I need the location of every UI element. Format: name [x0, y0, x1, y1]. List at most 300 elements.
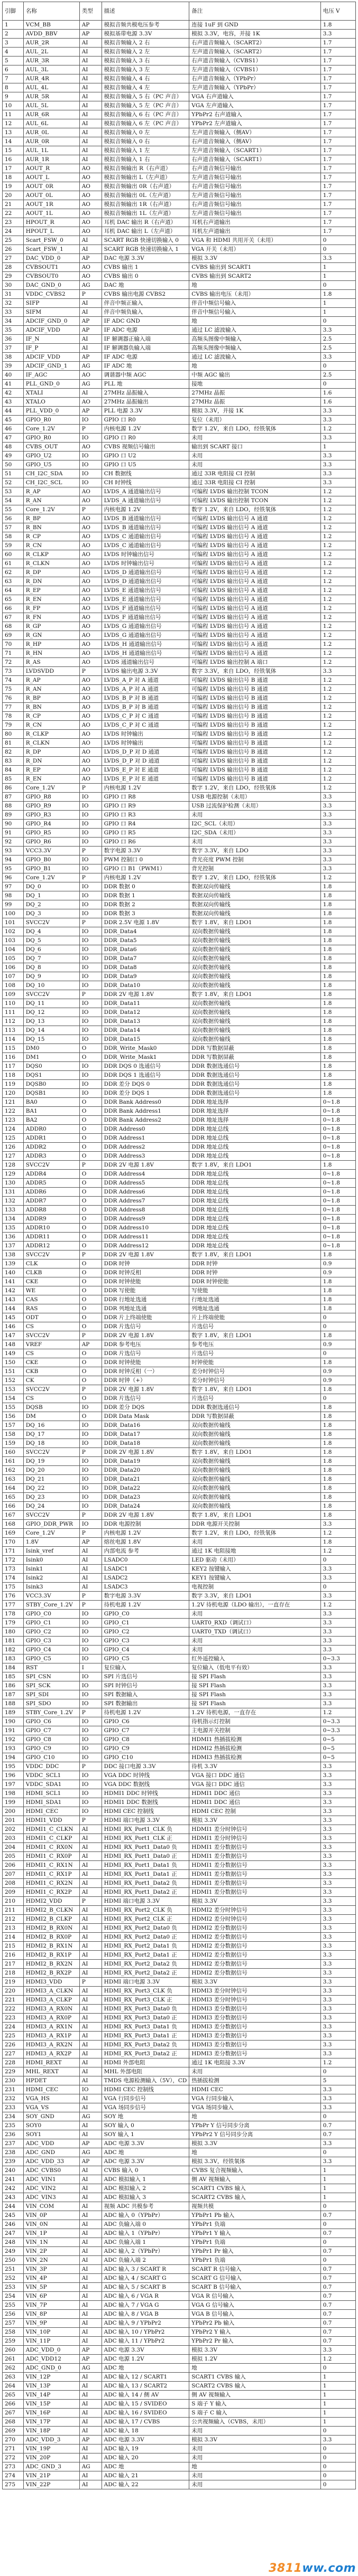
pin-name: R_DP — [23, 568, 79, 577]
pin-name: HDMI1_C_CLKP — [23, 1834, 79, 1843]
pin-type: AO — [79, 514, 102, 523]
pin-name: R_FN — [23, 613, 79, 622]
pin-type: AI — [79, 2005, 102, 2014]
table-row — [3, 1116, 356, 1125]
pin-type: AO — [79, 496, 102, 505]
pin-description: LVDS_A_P 对 A 通道 — [102, 676, 189, 685]
table-row — [3, 1861, 356, 1870]
pin-number: 7 — [3, 74, 24, 83]
pin-voltage: 5 — [320, 2076, 355, 2085]
pin-name: R_CP — [23, 532, 79, 541]
pin-remark: HDMI3 热插拔检测 — [189, 1753, 320, 1762]
table-row — [3, 2391, 356, 2400]
table-row — [3, 1098, 356, 1107]
pin-type: AO — [79, 532, 102, 541]
pin-description: HDMI_RX_Port2_Data2 负 — [102, 1960, 189, 1969]
pin-name: VCC3.3V — [23, 847, 79, 855]
pin-voltage: 3.3 — [320, 1520, 355, 1529]
pin-remark: DDR 时钟 — [189, 1268, 320, 1277]
pin-name: AOUT_R — [23, 164, 79, 173]
pin-voltage: 0~1.8 — [320, 1188, 355, 1197]
pin-description: LVDS_A 通道输出信号 — [102, 496, 189, 505]
pin-voltage: 1.8 — [320, 1385, 355, 1394]
pin-number: 22 — [3, 209, 24, 218]
pin-remark: 主电源开关控制 — [189, 1726, 320, 1735]
pin-type: AP — [79, 1340, 102, 1349]
pin-remark: I2C_SCL（未用） — [189, 820, 320, 829]
pin-remark: 双向数据传输线 — [189, 954, 320, 963]
table-row — [3, 855, 356, 864]
pin-remark: 行地址选通 — [189, 1295, 320, 1304]
pin-type: IO — [79, 1789, 102, 1798]
pin-type: AI — [79, 2373, 102, 2382]
pin-description: CVBS 输出电源 CVBS2 — [102, 290, 189, 299]
pin-type: AO — [79, 766, 102, 775]
pin-remark: DDR 地址选择 — [189, 1098, 320, 1107]
pin-remark: 可编程 LVDS 输出信号 A 通道 — [189, 568, 320, 577]
pin-name: DQ_4 — [23, 927, 79, 936]
pin-voltage: 0~3.3 — [320, 1717, 355, 1726]
pin-name: VIN_2P — [23, 2247, 79, 2256]
pin-voltage: 0.7 — [320, 2292, 355, 2301]
pin-name: HDMI3_A_CLKP — [23, 1996, 79, 2005]
pin-voltage: 1.8 — [320, 990, 355, 999]
pin-number: 200 — [3, 1807, 24, 1816]
pin-voltage: 1.2 — [320, 676, 355, 685]
pin-type: IO — [79, 452, 102, 460]
table-row — [3, 2005, 356, 2014]
table-row — [3, 1242, 356, 1251]
pin-description: GPIO 口 R5 — [102, 829, 189, 838]
table-row — [3, 2202, 356, 2211]
pin-voltage: 0~1.8 — [320, 1134, 355, 1143]
pin-description: DDR Address1 — [102, 1134, 189, 1143]
pin-type: AG — [79, 2462, 102, 2471]
pin-description: 模拟基带电源 3.3V — [102, 30, 189, 39]
pin-name: CS — [23, 1349, 79, 1358]
pin-name: ADC_GND_3 — [23, 2462, 79, 2471]
pin-type: IO — [79, 1771, 102, 1780]
header-voltage: 电压 V — [320, 2, 355, 21]
pin-name: R_BP — [23, 514, 79, 523]
pin-remark: 地 — [189, 2148, 320, 2157]
pin-number: 80 — [3, 730, 24, 739]
pin-remark: 地 — [189, 2112, 320, 2121]
pin-voltage: 0 — [320, 2364, 355, 2373]
pin-voltage: 0.7 — [320, 2274, 355, 2283]
pin-description: DDR 片选信号 — [102, 1322, 189, 1331]
table-row — [3, 101, 356, 110]
table-row — [3, 2418, 356, 2427]
pin-voltage: 3.3 — [320, 793, 355, 802]
pin-voltage: 0.7 — [320, 2121, 355, 2130]
pin-description: DDR 时钟使能 — [102, 1277, 189, 1286]
pin-voltage: 1.2 — [320, 496, 355, 505]
pin-number: 120 — [3, 1089, 24, 1098]
pin-voltage: 0 — [320, 380, 355, 389]
pin-number: 1 — [3, 21, 24, 30]
pin-remark: 右声道音频输入（YPbPr） — [189, 74, 320, 83]
pin-type: O — [79, 1304, 102, 1313]
pin-number: 54 — [3, 496, 24, 505]
table-row — [3, 559, 356, 568]
table-row — [3, 604, 356, 613]
table-row — [3, 1403, 356, 1412]
table-row — [3, 658, 356, 667]
table-row — [3, 999, 356, 1008]
pin-type: IO — [79, 1717, 102, 1726]
pin-remark: 通过 33R 电阻接 CI 控制 — [189, 478, 320, 487]
pin-remark: 可编程 LVDS 输出信号 A 通道 — [189, 595, 320, 604]
pin-name: ADDR2 — [23, 1143, 79, 1152]
table-row — [3, 272, 356, 281]
pin-name: DQ_21 — [23, 1475, 79, 1484]
table-row — [3, 1197, 356, 1206]
pin-description: ADC 地 — [102, 2462, 189, 2471]
pin-description: SPI 数据输入 — [102, 1690, 189, 1699]
pin-number: 122 — [3, 1107, 24, 1116]
pin-voltage: 1.2 — [320, 1547, 355, 1556]
pin-type: AO — [79, 730, 102, 739]
pin-description: LVDS_B 通道输出信号 — [102, 523, 189, 532]
pin-remark: DDR 地址总线 — [189, 1224, 320, 1233]
pin-number: 173 — [3, 1565, 24, 1574]
table-row — [3, 1654, 356, 1663]
pin-number: 175 — [3, 1583, 24, 1592]
table-row — [3, 362, 356, 371]
pin-remark: 左声道音频输入（侧AV） — [189, 128, 320, 137]
table-row — [3, 1780, 356, 1789]
pin-number: 134 — [3, 1215, 24, 1224]
pin-name: VCM_BB — [23, 21, 79, 30]
pin-voltage: 1.8 — [320, 972, 355, 981]
pin-name: IF_AGC — [23, 371, 79, 380]
pin-remark: YPbPr2 Y 输入 — [189, 2328, 320, 2337]
table-row — [3, 2346, 356, 2355]
table-row — [3, 2067, 356, 2076]
table-row — [3, 775, 356, 784]
table-row — [3, 164, 356, 173]
pin-type: AI — [79, 1879, 102, 1888]
pin-type: AI — [79, 1556, 102, 1565]
table-row — [3, 1996, 356, 2005]
pin-remark: 右声道音频信号输出 — [189, 182, 320, 191]
pin-name: DQ_3 — [23, 909, 79, 918]
pin-remark: 左声道音频信号输出 — [189, 191, 320, 200]
pin-description: DDR Address0 — [102, 1125, 189, 1134]
pin-type: AP — [79, 2436, 102, 2445]
pin-name: R_EN — [23, 775, 79, 784]
pin-name: BA2 — [23, 1116, 79, 1125]
pin-type: AI — [79, 2229, 102, 2238]
pin-voltage: 1.2 — [320, 784, 355, 793]
pin-remark: DDR 数据选通信号 — [189, 1080, 320, 1089]
pin-name: HDMI2_VDD — [23, 1897, 79, 1906]
pin-voltage: 1.7 — [320, 155, 355, 164]
pin-name: BA0 — [23, 1098, 79, 1107]
pin-description: DDR_Data5 — [102, 936, 189, 945]
table-row — [3, 748, 356, 757]
pin-type: IO — [79, 1628, 102, 1637]
pin-voltage: 3.3 — [320, 326, 355, 335]
pin-description: DDR 2V 电源 1.8V — [102, 1161, 189, 1170]
pin-remark: VGA R 信号输入 — [189, 2292, 320, 2301]
table-row — [3, 290, 356, 299]
pin-voltage: 1.8 — [320, 1277, 355, 1286]
pin-voltage: 0~1.8 — [320, 1206, 355, 1215]
table-row — [3, 1637, 356, 1646]
pin-name: DQ_17 — [23, 1430, 79, 1439]
pin-name: VIN_1P — [23, 2229, 79, 2238]
pin-voltage: 1.2 — [320, 658, 355, 667]
pin-remark: 参考电压 — [189, 1340, 320, 1349]
pin-name: AUL_3L — [23, 65, 79, 74]
pin-number: 107 — [3, 972, 24, 981]
pin-description: DDR_Data16 — [102, 1421, 189, 1430]
pin-remark: 双向数据传输线 — [189, 1466, 320, 1475]
pin-name: VIN_1N — [23, 2238, 79, 2247]
pin-description: LVDS_C_P 对 C 通道 — [102, 712, 189, 721]
table-row — [3, 2211, 356, 2220]
pin-voltage: 0.7 — [320, 2229, 355, 2238]
pin-type: AI — [79, 2319, 102, 2328]
pin-type: AI — [79, 2337, 102, 2346]
pin-description: SPI 片选信号 — [102, 1672, 189, 1681]
pin-number: 219 — [3, 1978, 24, 1987]
pin-name: HDMI1_C_RX2P — [23, 1888, 79, 1897]
pin-type: AP — [79, 326, 102, 335]
pin-name: SOY0 — [23, 2121, 79, 2130]
pin-name: HDMI3_A_RX2N — [23, 2041, 79, 2049]
table-row — [3, 1798, 356, 1807]
pin-voltage: 3.3 — [320, 2023, 355, 2032]
table-row — [3, 1960, 356, 1969]
table-row — [3, 353, 356, 362]
pin-type: AO — [79, 559, 102, 568]
pin-number: 136 — [3, 1233, 24, 1242]
pin-name: DAC_GND_0 — [23, 281, 79, 290]
pin-remark: 右声道音频输入（侧AV） — [189, 137, 320, 146]
pin-number: 223 — [3, 2014, 24, 2023]
table-row — [3, 2453, 356, 2462]
table-row — [3, 1565, 356, 1574]
pin-type: AI — [79, 2067, 102, 2076]
pin-name: HDMI1_C_RX1P — [23, 1870, 79, 1879]
pin-voltage: 3.3 — [320, 2139, 355, 2148]
pin-remark: 数字 1.2V，来自 LDO，经铁氧体 — [189, 1529, 320, 1538]
pin-name: HDMI2_B_RX1N — [23, 1942, 79, 1951]
pin-number: 113 — [3, 1026, 24, 1035]
pin-type: O — [79, 1286, 102, 1295]
pin-type: IO — [79, 1430, 102, 1439]
pin-voltage: 1.8 — [320, 1511, 355, 1520]
pin-type: AO — [79, 613, 102, 622]
pin-remark: 可编程 LVDS 输出信号 A 通道 — [189, 631, 320, 640]
pin-name: SPI_CSN — [23, 1672, 79, 1681]
table-row — [3, 308, 356, 317]
pin-number: 6 — [3, 65, 24, 74]
pin-voltage: 1.7 — [320, 209, 355, 218]
pin-voltage: 1.6 — [320, 389, 355, 398]
pin-description: LVDS_D_P 对 D 通道 — [102, 757, 189, 766]
pin-name: VIN_0N — [23, 2220, 79, 2229]
pin-voltage: 0~1.8 — [320, 1179, 355, 1188]
pin-description: CVBS 输出 1 — [102, 263, 189, 272]
pin-remark: HDMI1 差分数据信号 — [189, 1888, 320, 1897]
pin-number: 210 — [3, 1897, 24, 1906]
pin-name: R_CLKP — [23, 730, 79, 739]
pin-number: 65 — [3, 595, 24, 604]
pin-voltage: 3.3 — [320, 1663, 355, 1672]
pin-name: R_GP — [23, 622, 79, 631]
pin-description: HDMI CEC 控制线 — [102, 2085, 189, 2094]
table-row — [3, 1062, 356, 1071]
table-row — [3, 2032, 356, 2041]
pin-type: AI — [79, 2247, 102, 2256]
pin-description: GPIO 口 R3 — [102, 811, 189, 820]
pin-type: AI — [79, 2471, 102, 2480]
table-row — [3, 739, 356, 748]
pin-remark: LED 驱动（未用） — [189, 1556, 320, 1565]
pin-description: LSADC3 — [102, 1583, 189, 1592]
pin-voltage: 0~1.8 — [320, 1197, 355, 1206]
pin-type: IO — [79, 2085, 102, 2094]
pin-voltage: 2.5 — [320, 335, 355, 344]
pin-voltage: 1.8 — [320, 1251, 355, 1259]
pin-type: AI — [79, 2292, 102, 2301]
pin-type: AG — [79, 2112, 102, 2121]
pin-name: R_HP — [23, 640, 79, 649]
table-row — [3, 1008, 356, 1017]
pin-name: Isink1 — [23, 1565, 79, 1574]
pin-type: P — [79, 1592, 102, 1601]
pin-number: 35 — [3, 326, 24, 335]
pin-description: ADC 输入 1（YPbPr） — [102, 2229, 189, 2238]
pin-description: HDMI_RX_Port1_CLK 负 — [102, 1825, 189, 1834]
pin-name: SVCC2V — [23, 1251, 79, 1259]
table-row — [3, 721, 356, 730]
pin-voltage: 3.3 — [320, 1924, 355, 1933]
pin-voltage: 3.3 — [320, 1915, 355, 1924]
pin-number: 91 — [3, 829, 24, 838]
pin-name: ADC_VDD_0 — [23, 2346, 79, 2355]
pin-description: 模拟音频输出 1L（左声道） — [102, 209, 189, 218]
table-row — [3, 1152, 356, 1161]
pin-voltage: 0 — [320, 2112, 355, 2121]
pin-remark: 可编程 LVDS 输出信号 A 通道 — [189, 541, 320, 550]
pin-number: 63 — [3, 577, 24, 586]
pin-name: HPOUT_R — [23, 218, 79, 227]
pin-number: 30 — [3, 281, 24, 290]
pin-description: LVDS_D_P 对 D 通道 — [102, 748, 189, 757]
table-row — [3, 1502, 356, 1511]
pin-number: 184 — [3, 1663, 24, 1672]
pin-type: AO — [79, 604, 102, 613]
pin-remark: 公共视频输入（CVBS，未用） — [189, 2418, 320, 2427]
table-row — [3, 2310, 356, 2319]
table-row — [3, 487, 356, 496]
table-row — [3, 1726, 356, 1735]
pin-number: 72 — [3, 658, 24, 667]
pin-voltage: 1.7 — [320, 57, 355, 65]
pin-voltage: 0~3.3 — [320, 1726, 355, 1735]
pin-name: AUR_4R — [23, 74, 79, 83]
table-row — [3, 1583, 356, 1592]
pin-number: 21 — [3, 200, 24, 209]
pin-remark: YPbPr2 Pb 输入 — [189, 2319, 320, 2328]
table-row — [3, 532, 356, 541]
table-row — [3, 811, 356, 820]
table-row — [3, 496, 356, 505]
pin-voltage: 1.7 — [320, 218, 355, 227]
pin-number: 193 — [3, 1744, 24, 1753]
pin-remark: 未用 — [189, 2445, 320, 2453]
pin-type: P — [79, 1529, 102, 1538]
table-row — [3, 829, 356, 838]
pin-remark: 数字 1.8V，来自 LDO1 — [189, 1511, 320, 1520]
pin-number: 202 — [3, 1825, 24, 1834]
pin-type: AI — [79, 1870, 102, 1879]
pin-number: 129 — [3, 1170, 24, 1179]
table-row — [3, 1672, 356, 1681]
pin-type: AI — [79, 2220, 102, 2229]
pin-type: AP — [79, 254, 102, 263]
pin-remark: 未用 — [189, 460, 320, 469]
pin-remark: 片选信号 — [189, 1349, 320, 1358]
pin-voltage: 1.2 — [320, 1601, 355, 1610]
pin-voltage: 1.7 — [320, 128, 355, 137]
pin-number: 19 — [3, 182, 24, 191]
pin-type: AP — [79, 21, 102, 30]
pin-name: AUR_3R — [23, 57, 79, 65]
table-row — [3, 2427, 356, 2436]
pin-remark: 电视控制 — [189, 1583, 320, 1592]
table-row — [3, 478, 356, 487]
pin-number: 255 — [3, 2301, 24, 2310]
pin-description: DDR 电源控制 — [102, 1520, 189, 1529]
pin-type: O — [79, 1313, 102, 1322]
pin-number: 16 — [3, 155, 24, 164]
pin-name: DQ_18 — [23, 1439, 79, 1448]
pin-description: DDR_Data24 — [102, 1502, 189, 1511]
pin-voltage: 3.3 — [320, 2041, 355, 2049]
pin-voltage: 0 — [320, 1313, 355, 1322]
pin-remark: 模拟 3.3V，并接 1K — [189, 407, 320, 416]
pin-voltage: 3.3 — [320, 1771, 355, 1780]
pin-description: LVDS_C 通道输出信号 — [102, 541, 189, 550]
pin-voltage: 0.7 — [320, 2310, 355, 2319]
pin-remark: HDMI1 差分数据信号 — [189, 1879, 320, 1888]
table-row — [3, 317, 356, 326]
pin-description: SOY 地 — [102, 2112, 189, 2121]
pin-name: HDMI3_VDD — [23, 1978, 79, 1987]
pin-voltage: 3.3 — [320, 407, 355, 416]
pin-number: 119 — [3, 1080, 24, 1089]
pin-description: HDMI_RX_Port3_Data1 负 — [102, 2023, 189, 2032]
pin-name: DM0 — [23, 1044, 79, 1053]
pin-name: R_BN — [23, 703, 79, 712]
pin-type: AI — [79, 2130, 102, 2139]
pin-remark: HDMI3 差分时钟信号 — [189, 1987, 320, 1996]
pin-type: AG — [79, 2364, 102, 2373]
pin-voltage: 1.7 — [320, 164, 355, 173]
pin-number: 191 — [3, 1726, 24, 1735]
pin-description: DDR 参考电压 — [102, 1340, 189, 1349]
pin-number: 262 — [3, 2364, 24, 2373]
pin-number: 236 — [3, 2130, 24, 2139]
pin-type: P — [79, 990, 102, 999]
pin-number: 46 — [3, 425, 24, 434]
